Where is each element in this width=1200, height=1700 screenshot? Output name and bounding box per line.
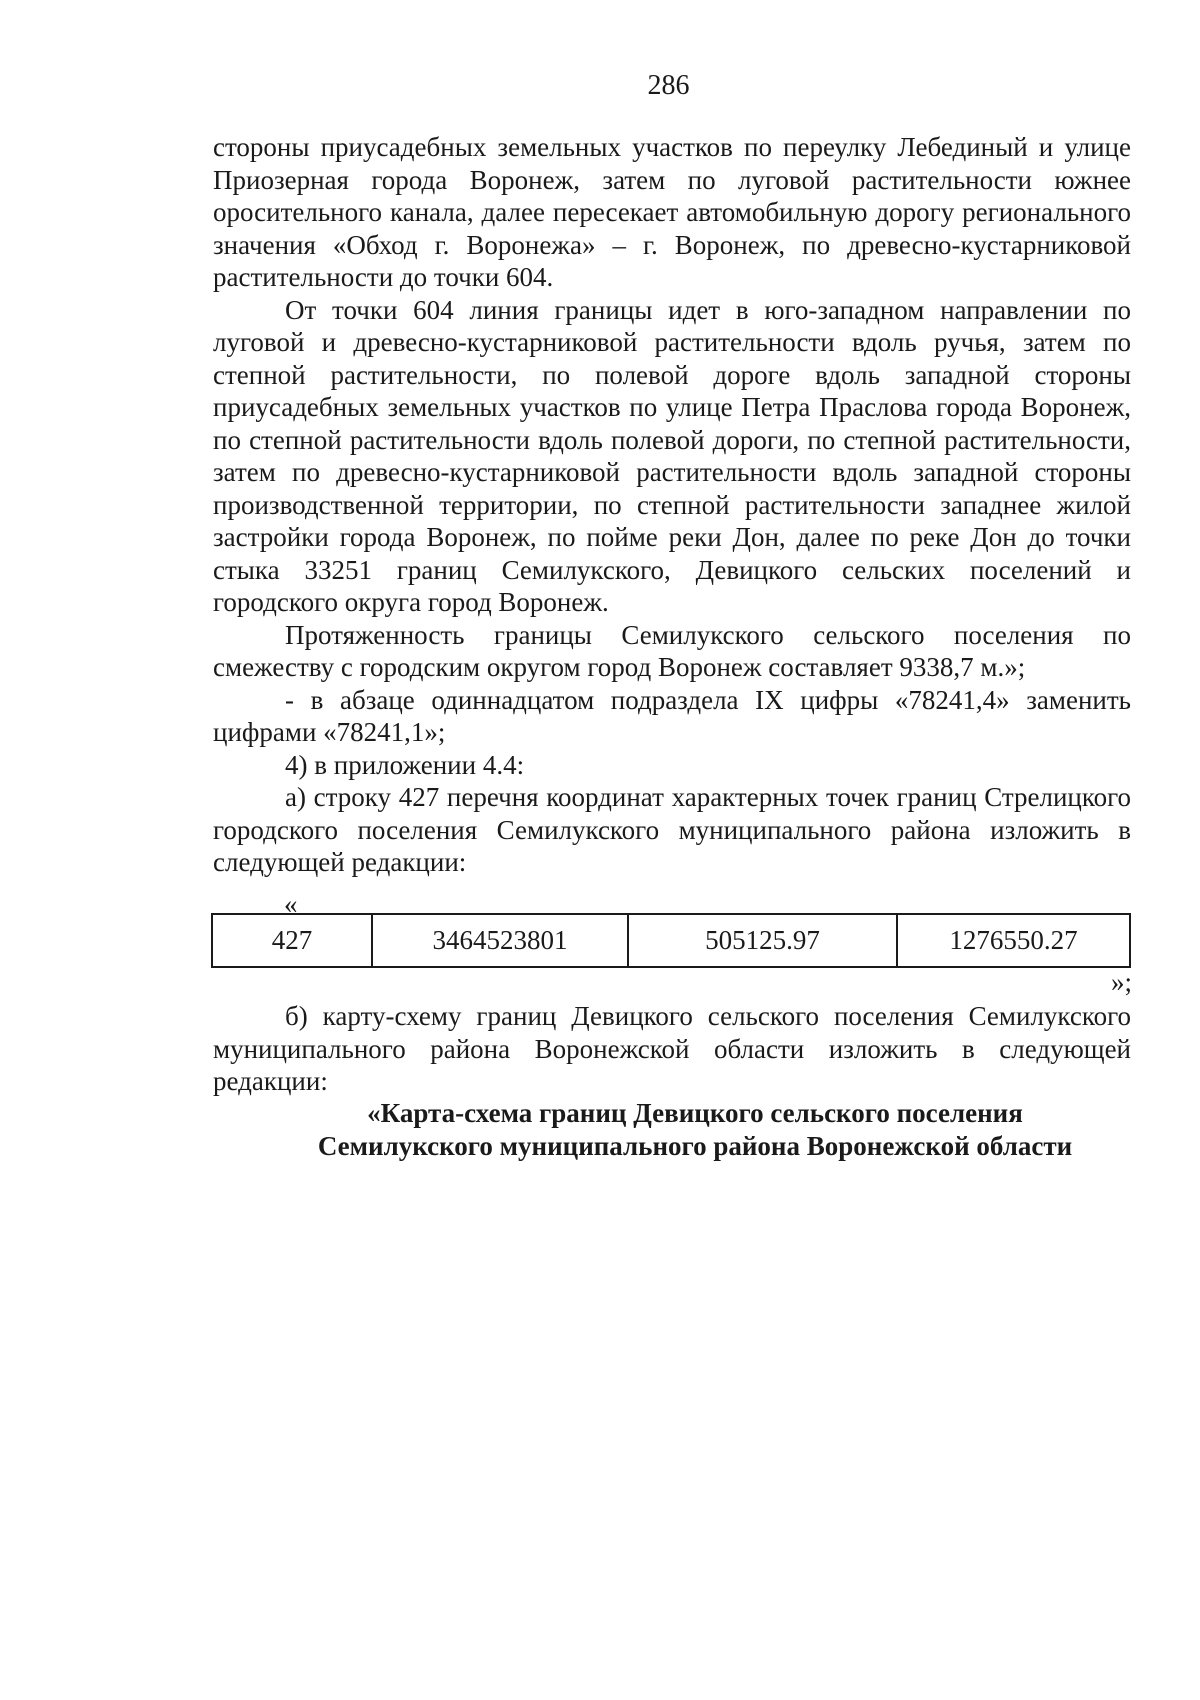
map-heading bbox=[150, 1097, 1200, 1163]
quote-close: »; bbox=[1110, 967, 1132, 997]
table-cell-point-number: 427 bbox=[212, 914, 372, 967]
paragraph-map-scheme: б) карту-схему границ Девицкого сельского поселения Семилукского муниципального района Воронежской области изложить в следующей редакции: bbox=[213, 1001, 1131, 1096]
body-text-top bbox=[213, 131, 1131, 879]
coordinates-table bbox=[211, 913, 1131, 968]
map-heading-line-2: Семилукского муниципального района Воронежской области bbox=[317, 1131, 1073, 1161]
table-cell-y: 1276550.27 bbox=[897, 914, 1130, 967]
paragraph-appendix: 4) в приложении 4.4: bbox=[285, 749, 525, 780]
map-heading-line-1: «Карта-схема границ Девицкого сельского поселения bbox=[367, 1098, 1023, 1128]
page-number: 286 bbox=[647, 70, 690, 101]
table-row bbox=[212, 914, 1130, 967]
body-text-bottom bbox=[213, 1000, 1131, 1098]
paragraph-replace-figures: - в абзаце одиннадцатом подраздела IX цифры «78241,4» заменить цифрами «78241,1»; bbox=[213, 684, 1131, 747]
quote-open: « bbox=[284, 889, 298, 919]
paragraph-boundary-length: Протяженность границы Семилукского сельского поселения по смежеству с городским округом город Воронеж составляет 9338,7 м.»; bbox=[213, 619, 1131, 682]
table-cell-x: 505125.97 bbox=[628, 914, 897, 967]
paragraph-row-427: а) строку 427 перечня координат характерных точек границ Стрелицкого городского поселения Семилукского муниципального района изложить в следующей редакции: bbox=[213, 782, 1131, 877]
paragraph-boundary-description: От точки 604 линия границы идет в юго-западном направлении по луговой и древесно-кустарниковой растительности вдоль ручья, затем по степной растительности, по полевой дороге вдоль западной стороны приусадебных земельных участков по улице Петра Праслова города Воронеж, по степной растительности вдоль полевой дороги, по степной растительности, затем по древесно-кустарниковой растительности вдоль западной стороны производственной территории, по степной растительности западнее жилой застройки города Воронеж, по пойме реки Дон, далее по реке Дон до точки стыка 33251 границ Семилукского, Девицкого сельских поселений и городского округа город Воронеж. bbox=[213, 294, 1131, 617]
table-cell-id: 3464523801 bbox=[372, 914, 628, 967]
paragraph-continuation: стороны приусадебных земельных участков по переулку Лебединый и улице Приозерная города Воронеж, затем по луговой растительности южнее оросительного канала, далее пересекает автомобильную дорогу регионального значения «Обход г. Воронежа» – г. Воронеж, по древесно-кустарниковой растительности до точки 604. bbox=[213, 132, 1131, 292]
